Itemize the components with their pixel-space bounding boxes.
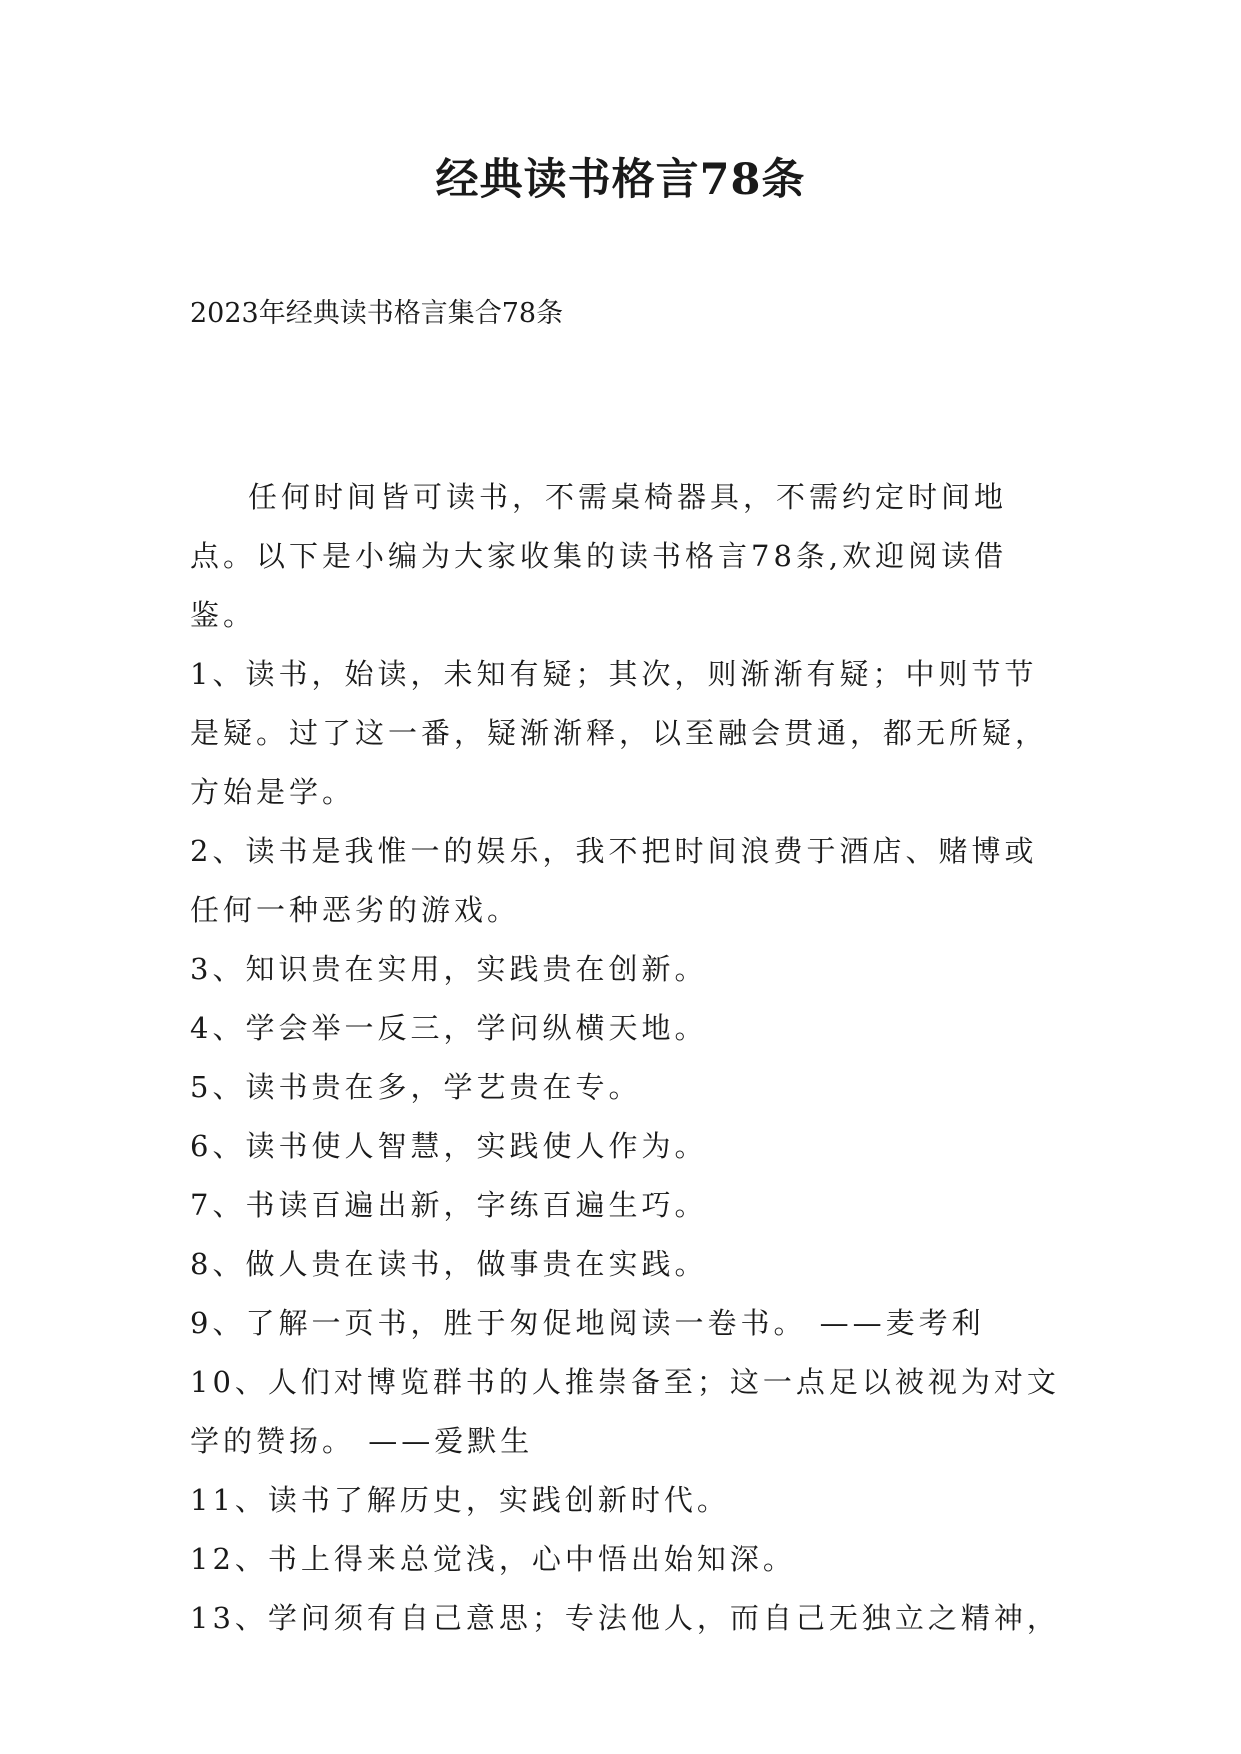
list-item: 13、学问须有自己意思；专法他人，而自己无独立之精神， bbox=[190, 1601, 1060, 1635]
list-item: 6、读书使人智慧，实践使人作为。 bbox=[190, 1129, 708, 1163]
document-subtitle: 2023年经典读书格言集合78条 bbox=[190, 298, 564, 329]
list-item: 10、人们对博览群书的人推崇备至；这一点足以被视为对文学的赞扬。 ——爱默生 bbox=[190, 1365, 1060, 1458]
list-item: 2、读书是我惟一的娱乐，我不把时间浪费于酒店、赌博或任何一种恶劣的游戏。 bbox=[190, 834, 1038, 927]
list-item: 11、读书了解历史，实践创新时代。 bbox=[190, 1483, 730, 1517]
document-title: 经典读书格言78条 bbox=[435, 155, 806, 205]
list-item: 4、学会举一反三，学问纵横天地。 bbox=[190, 1011, 708, 1045]
intro-paragraph: 任何时间皆可读书，不需桌椅器具，不需约定时间地点。以下是小编为大家收集的读书格言78条,欢迎阅读借鉴。 bbox=[190, 480, 1008, 632]
list-item: 8、做人贵在读书，做事贵在实践。 bbox=[190, 1247, 708, 1281]
list-item: 12、书上得来总觉浅，心中悟出始知深。 bbox=[190, 1542, 796, 1576]
list-item: 3、知识贵在实用，实践贵在创新。 bbox=[190, 952, 708, 986]
list-item: 5、读书贵在多，学艺贵在专。 bbox=[190, 1070, 642, 1104]
document-body bbox=[190, 468, 1070, 1648]
list-item: 9、了解一页书，胜于匆促地阅读一卷书。 ——麦考利 bbox=[190, 1306, 985, 1340]
list-item: 1、读书，始读，未知有疑；其次，则渐渐有疑；中则节节是疑。过了这一番，疑渐渐释，以至融会贯通，都无所疑，方始是学。 bbox=[190, 657, 1049, 809]
list-item: 7、书读百遍出新，字练百遍生巧。 bbox=[190, 1188, 708, 1222]
